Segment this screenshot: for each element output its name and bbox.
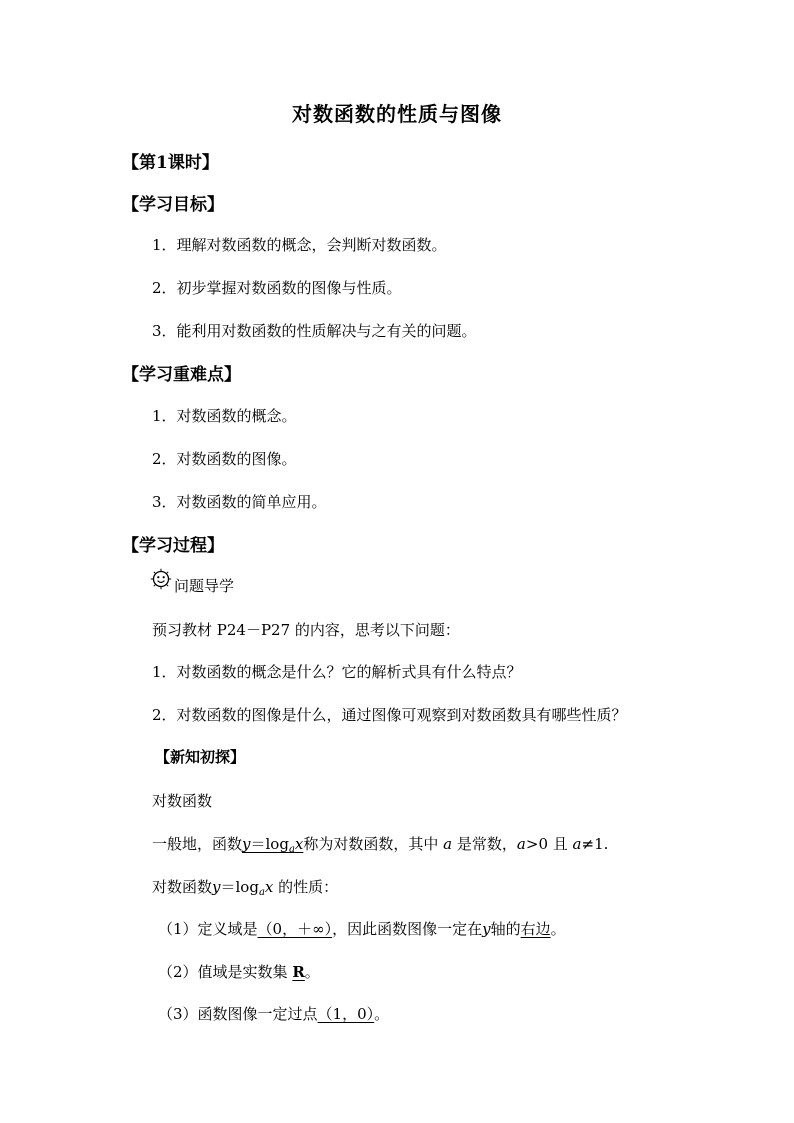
smiley-icon: [150, 568, 172, 590]
property-1: （1）定义域是（0，＋∞），因此函数图像一定在y轴的右边。: [158, 920, 566, 938]
guide-label: 问题导学: [174, 577, 235, 595]
definition-prefix: 一般地，函数: [152, 835, 243, 853]
definition-line: 一般地，函数$y=\log_ax$称为对数函数，其中 a 是常数，a>0 且 a≠1.: [152, 835, 609, 855]
preview-instruction: 预习教材 P24－P27 的内容，思考以下问题：: [152, 621, 460, 639]
property-2: （2）值域是实数集 R。: [158, 963, 320, 981]
key-point-item: 2．对数函数的图像。: [152, 450, 297, 468]
objectives-heading: 【学习目标】: [122, 195, 224, 215]
question-item: 1．对数函数的概念是什么？它的解析式具有什么特点？: [152, 663, 522, 681]
property-1-blank: （0，＋∞）: [257, 920, 333, 938]
property-3-blank: （1，0）: [317, 1005, 375, 1023]
question-item: 2．对数函数的图像是什么，通过图像可观察到对数函数具有哪些性质？: [152, 706, 627, 724]
property-2-blank: R: [292, 963, 305, 981]
lesson-heading: 【第1课时】: [122, 153, 219, 173]
objective-item: 3．能利用对数函数的性质解决与之有关的问题。: [152, 322, 477, 340]
property-3: （3）函数图像一定过点（1，0）。: [158, 1005, 390, 1023]
key-point-item: 3．对数函数的简单应用。: [152, 493, 327, 511]
definition-formula: $y=\log_ax$: [242, 835, 304, 855]
key-point-item: 1．对数函数的概念。: [152, 407, 297, 425]
topic-label: 对数函数: [152, 792, 213, 810]
process-heading: 【学习过程】: [122, 536, 224, 556]
objective-item: 2．初步掌握对数函数的图像与性质。: [152, 279, 402, 297]
new-knowledge-heading: 【新知初探】: [155, 748, 246, 766]
property-1-blank-2: 右边: [520, 920, 551, 938]
properties-intro: 对数函数$y=\log_ax$ 的性质：: [152, 878, 339, 898]
document-title: 对数函数的性质与图像: [292, 102, 502, 126]
key-points-heading: 【学习重难点】: [122, 365, 241, 385]
objective-item: 1．理解对数函数的概念，会判断对数函数。: [152, 236, 447, 254]
